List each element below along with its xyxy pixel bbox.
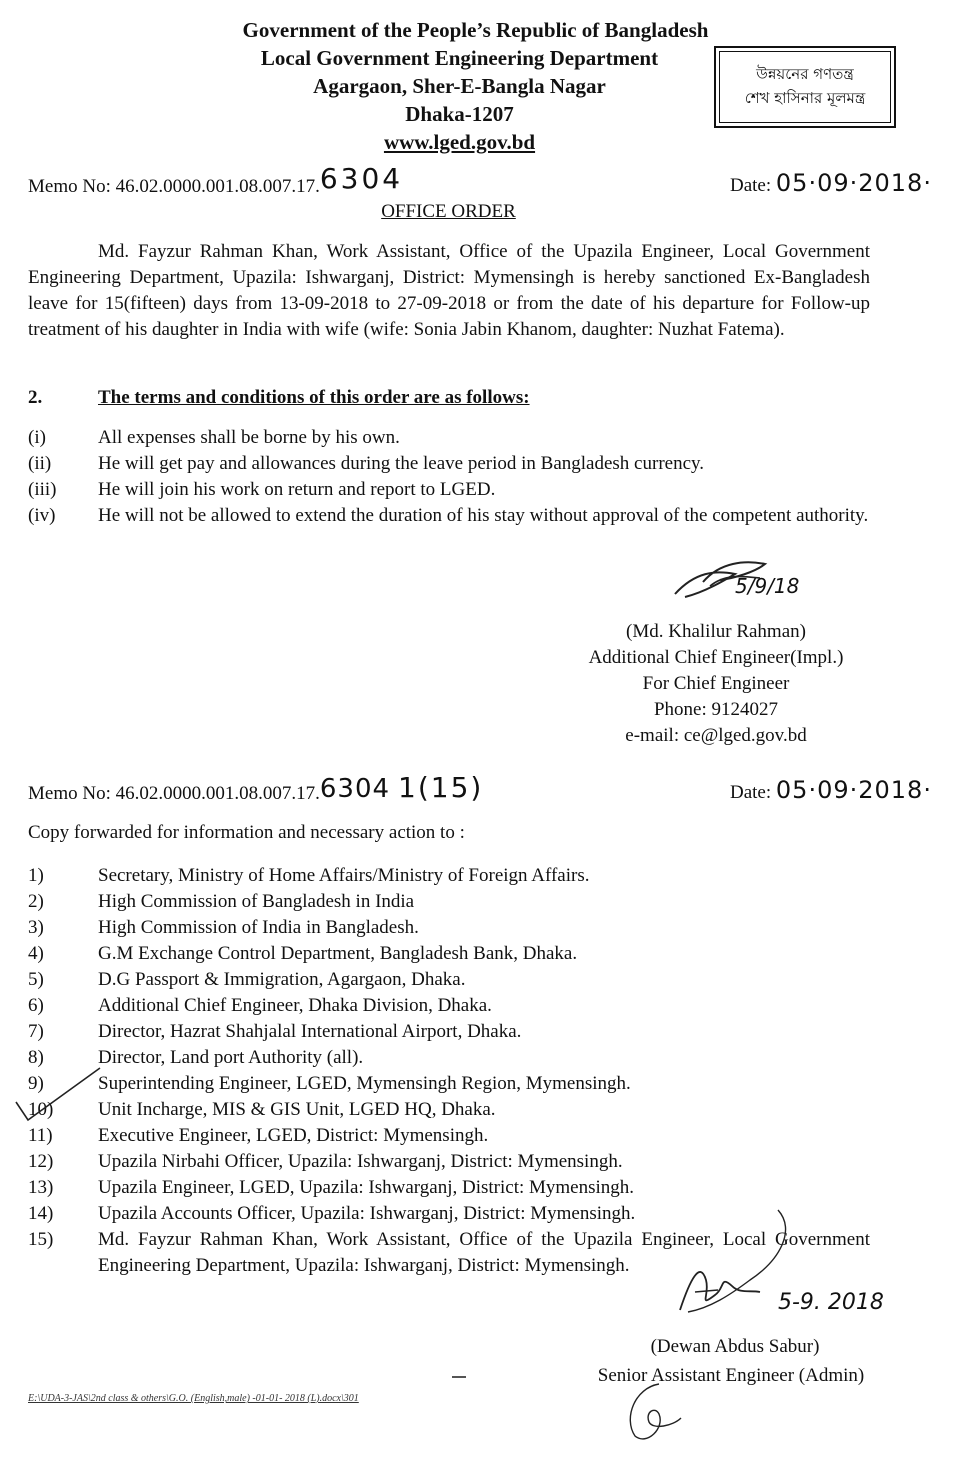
distribution-text: Secretary, Ministry of Home Affairs/Ministry of Foreign Affairs. [98, 865, 590, 886]
distribution-number: 5) [28, 969, 44, 990]
handwritten-memo-number: 6304 [319, 162, 404, 195]
distribution-text: Unit Incharge, MIS & GIS Unit, LGED HQ, Dhaka. [98, 1099, 496, 1120]
distribution-number: 4) [28, 943, 44, 964]
signature-1-date: 5/9/18 [735, 574, 800, 598]
header-website[interactable] [0, 128, 945, 156]
memo-date [730, 170, 932, 199]
ink-speck [452, 1376, 466, 1378]
memo-number-2 [28, 771, 484, 807]
terms-heading: The terms and conditions of this order are as follows: [98, 387, 530, 408]
term-text: All expenses shall be borne by his own. [98, 427, 400, 448]
term-number: (i) [28, 427, 46, 448]
distribution-text: Additional Chief Engineer, Dhaka Division, Dhaka. [98, 995, 492, 1016]
handwritten-memo-suffix: 1(15) [398, 771, 484, 804]
distribution-number: 8) [28, 1047, 44, 1068]
header-city: Dhaka-1207 [405, 102, 514, 126]
distribution-number: 3) [28, 917, 44, 938]
distribution-text: D.G Passport & Immigration, Agargaon, Dhaka. [98, 969, 466, 990]
distribution-number: 7) [28, 1021, 44, 1042]
distribution-text: High Commission of India in Bangladesh. [98, 917, 419, 938]
handwritten-date: 05·09·2018· [775, 169, 932, 197]
website-link[interactable]: www.lged.gov.bd [383, 130, 536, 154]
header-address: Agargaon, Sher-E-Bangla Nagar [313, 74, 606, 98]
term-text: He will join his work on return and report to LGED. [98, 479, 496, 500]
signatory-1-email: e-mail: ce@lged.gov.bd [625, 725, 807, 746]
distribution-text: Director, Hazrat Shahjalal International Airport, Dhaka. [98, 1021, 522, 1042]
distribution-text: Md. Fayzur Rahman Khan, Work Assistant, Office of the Upazila Engineer, Local Government Engineering Department, Upazila: Ishwarganj, District: Mymensingh. [98, 1229, 870, 1276]
terms-number: 2. [28, 387, 43, 408]
signatory-2-name: (Dewan Abdus Sabur) [650, 1336, 820, 1357]
distribution-number: 10) [28, 1099, 54, 1120]
distribution-number: 1) [28, 865, 44, 886]
memo-date-2 [730, 777, 932, 806]
distribution-text: Executive Engineer, LGED, District: Mymensingh. [98, 1125, 489, 1146]
distribution-text: Upazila Engineer, LGED, Upazila: Ishwarganj, District: Mymensingh. [98, 1177, 635, 1198]
distribution-number: 2) [28, 891, 44, 912]
distribution-text: G.M Exchange Control Department, Bangladesh Bank, Dhaka. [98, 943, 578, 964]
header-government: Government of the People’s Republic of Bangladesh [242, 18, 709, 42]
term-text: He will not be allowed to extend the duration of his stay without approval of the competent authority. [98, 505, 869, 526]
distribution-text: Upazila Accounts Officer, Upazila: Ishwarganj, District: Mymensingh. [98, 1203, 636, 1224]
distribution-number: 15) [28, 1229, 54, 1250]
distribution-number: 12) [28, 1151, 54, 1172]
distribution-text: Superintending Engineer, LGED, Mymensingh Region, Mymensingh. [98, 1073, 631, 1094]
signatory-1-for: For Chief Engineer [642, 673, 790, 694]
slogan-stamp [714, 46, 896, 128]
order-body: Md. Fayzur Rahman Khan, Work Assistant, Office of the Upazila Engineer, Local Government Engineering Department, Upazila: Ishwarganj, District: Mymensingh is hereby sanctioned Ex-Bangladesh leave for 15(fifteen) days from 13-09-2018 to 27-09-2018 or from the date of his departure for Follow-up treatment of his daughter in India with wife (wife: Sonia Jabin Khanom, daughter: Nuzhat Fatema). [28, 241, 870, 340]
distribution-number: 14) [28, 1203, 54, 1224]
copy-forwarded-intro: Copy forwarded for information and necessary action to : [28, 822, 465, 843]
term-text: He will get pay and allowances during the leave period in Bangladesh currency. [98, 453, 705, 474]
distribution-text: High Commission of Bangladesh in India [98, 891, 415, 912]
distribution-number: 11) [28, 1125, 53, 1146]
memo-prefix: Memo No: 46.02.0000.001.08.007.17. [28, 176, 320, 197]
date-label: Date: [730, 782, 772, 803]
signatory-2-designation: Senior Assistant Engineer (Admin) [597, 1365, 865, 1386]
handwritten-date: 05·09·2018· [775, 776, 932, 804]
signatory-1-designation: Additional Chief Engineer(Impl.) [588, 647, 844, 668]
office-order-title: OFFICE ORDER [381, 201, 516, 222]
date-label: Date: [730, 175, 772, 196]
signature-2-date: 5-9. 2018 [778, 1290, 884, 1315]
term-number: (iii) [28, 479, 57, 500]
header-department: Local Government Engineering Department [260, 46, 659, 70]
distribution-number: 13) [28, 1177, 54, 1198]
slogan-line-1: উন্নয়নের গণতন্ত্র [756, 65, 854, 83]
term-number: (ii) [28, 453, 52, 474]
slogan-line-2: শেখ হাসিনার মূলমন্ত্র [744, 89, 866, 107]
signatory-1-name: (Md. Khalilur Rahman) [626, 621, 806, 642]
memo-number [28, 162, 404, 200]
distribution-text: Upazila Nirbahi Officer, Upazila: Ishwarganj, District: Mymensingh. [98, 1151, 623, 1172]
file-path-footer: E:\UDA-3-JAS\2nd class & others\G.O. (English,male) -01-01- 2018 (L).docx\301 [28, 1393, 359, 1404]
memo-prefix: Memo No: 46.02.0000.001.08.007.17. [28, 783, 320, 804]
handwritten-memo-number: 6304 [319, 774, 391, 804]
initials-scribble [615, 1378, 695, 1448]
term-number: (iv) [28, 505, 56, 526]
distribution-text: Director, Land port Authority (all). [98, 1047, 364, 1068]
distribution-number: 6) [28, 995, 44, 1016]
signatory-1-phone: Phone: 9124027 [653, 699, 779, 720]
distribution-number: 9) [28, 1073, 44, 1094]
checkmark-icon [14, 1064, 114, 1126]
